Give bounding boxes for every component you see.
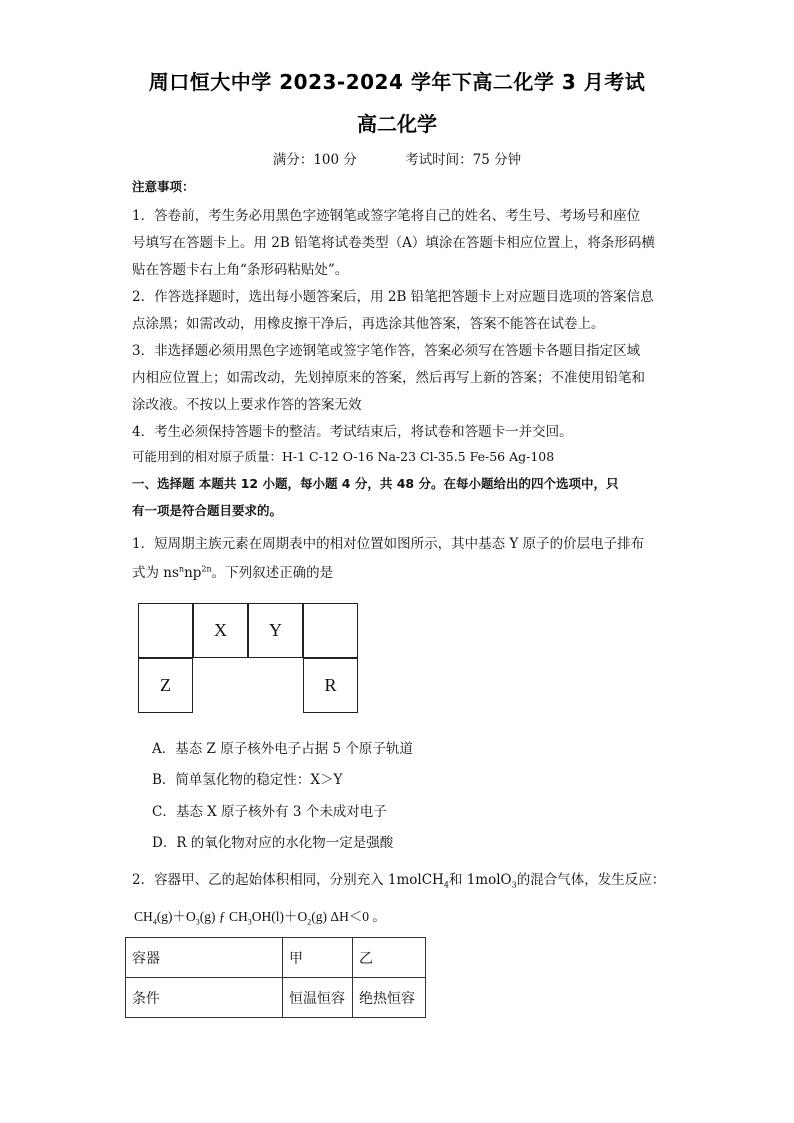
full-score: 满分：100 分: [272, 152, 357, 168]
periodic-table-fragment: [138, 603, 360, 714]
table-cell: 恒温恒容: [283, 978, 353, 1018]
q1-sup: n: [178, 564, 185, 574]
eq-sub: 4: [152, 917, 157, 927]
eq-part: CH: [134, 909, 153, 924]
notes-line: 2．作答选择题时，选出每小题答案后，用 2B 铅笔把答题卡上对应题目选项的答案信息: [132, 289, 654, 305]
notes-line: 内相应位置上；如需改动，先划掉原来的答案，然后再写上新的答案；不准使用铅笔和: [132, 370, 645, 386]
q1-text: 式为 ns: [132, 565, 179, 581]
table-cell: 绝热恒容: [353, 978, 426, 1018]
exam-title: 周口恒大中学 2023-2024 学年下高二化学 3 月考试: [148, 70, 646, 94]
notes-line: 涂改液。不按以上要求作答的答案无效: [132, 397, 362, 413]
q1-option-d: D．R 的氧化物对应的水化物一定是强酸: [152, 835, 394, 851]
table-row: [126, 938, 426, 978]
eq-sub: 3: [195, 917, 200, 927]
section-heading: 一、选择题 本题共 12 小题，每小题 4 分，共 48 分。在每小题给出的四个选项中，只: [132, 476, 619, 491]
q2-text: 和 1molO: [448, 872, 512, 888]
q1-stem-cont: [132, 561, 333, 581]
eq-part: (g) ƒ CH: [199, 909, 248, 924]
section-heading-cont: 有一项是符合题目要求的。: [132, 503, 283, 518]
grid-cell-y: Y: [248, 603, 303, 658]
grid-cell-z: Z: [138, 658, 193, 713]
grid-cell-empty: [138, 603, 193, 658]
table-cell: 条件: [126, 978, 283, 1018]
table-cell: 容器: [126, 938, 283, 978]
notes-line: 3．非选择题必须用黑色字迹钢笔或签字笔作答，答案必须写在答题卡各题目指定区域: [132, 343, 641, 359]
q1-option-b: B．简单氢化物的稳定性：X＞Y: [152, 772, 343, 788]
exam-time: 考试时间：75 分钟: [405, 152, 522, 168]
notes-line: 点涂黑；如需改动，用橡皮擦干净后，再选涂其他答案，答案不能答在试卷上。: [132, 316, 605, 332]
reaction-equation: [134, 905, 386, 927]
notes-line: 1．答卷前，考生务必用黑色字迹钢笔或签字笔将自己的姓名、考生号、考场号和座位: [132, 208, 641, 224]
exam-subtitle: 高二化学: [357, 112, 437, 136]
notes-line: 贴在答题卡右上角“条形码粘贴处”。: [132, 262, 349, 278]
q1-text: np: [184, 565, 202, 581]
grid-cell-empty: [303, 603, 358, 658]
container-comparison-table: [125, 937, 426, 1018]
q2-sub: 3: [511, 880, 517, 890]
q1-stem: 1．短周期主族元素在周期表中的相对位置如图所示，其中基态 Y 原子的价层电子排布: [132, 536, 645, 552]
eq-part: (g)＋O: [156, 909, 196, 924]
notes-line: 号填写在答题卡上。用 2B 铅笔将试卷类型（A）填涂在答题卡相应位置上，将条形码横: [132, 235, 655, 251]
q1-option-a: A．基态 Z 原子核外电子占据 5 个原子轨道: [152, 741, 413, 757]
q2-text: 2．容器甲、乙的起始体积相同，分别充入 1molCH: [132, 872, 444, 888]
eq-sub: 2: [307, 917, 312, 927]
table-cell: 乙: [353, 938, 426, 978]
table-row: [126, 978, 426, 1018]
grid-cell-x: X: [193, 603, 248, 658]
eq-part: OH(l)＋O: [251, 909, 308, 924]
notes-heading: 注意事项：: [132, 179, 195, 194]
q1-sup: 2n: [201, 564, 212, 574]
q2-sub: 4: [443, 880, 449, 890]
table-cell: 甲: [283, 938, 353, 978]
q1-text: 。下列叙述正确的是: [211, 565, 334, 581]
notes-line: 4．考生必须保持答题卡的整洁。考试结束后，将试卷和答题卡一并交回。: [132, 424, 573, 440]
q2-stem: [132, 868, 665, 890]
grid-cell-r: R: [303, 658, 358, 713]
exam-meta: [0, 148, 794, 168]
q1-option-c: C．基态 X 原子核外有 3 个未成对电子: [152, 804, 387, 820]
q2-text: 的混合气体，发生反应：: [516, 872, 666, 888]
eq-part: (g) ΔH＜0 。: [311, 909, 386, 924]
eq-sub: 3: [247, 917, 252, 927]
atomic-masses: 可能用到的相对原子质量：H-1 C-12 O-16 Na-23 Cl-35.5 Fe-56 Ag-108: [132, 449, 555, 464]
